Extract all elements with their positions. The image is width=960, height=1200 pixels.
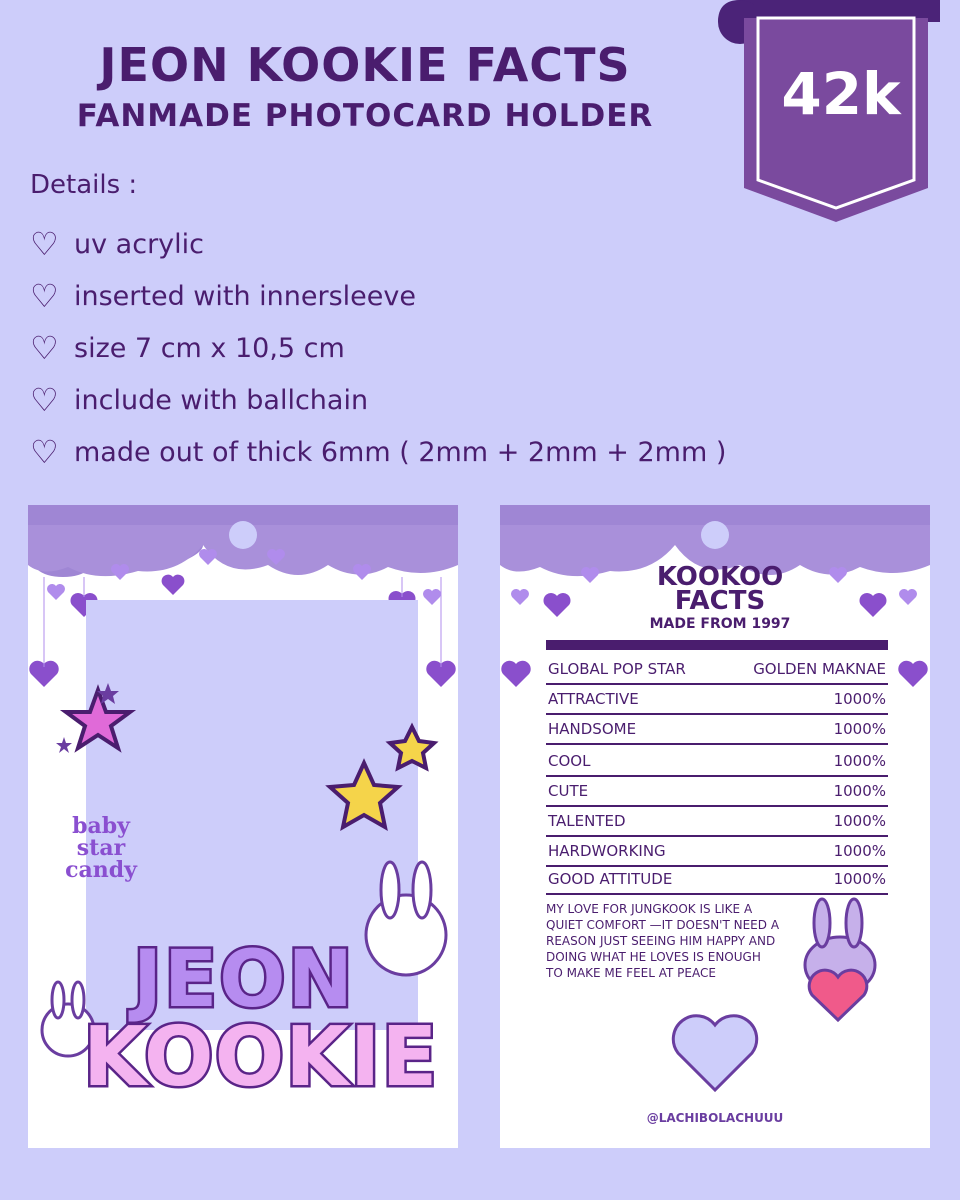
creator-handle: @LACHIBOLACHUUU [646,1111,784,1125]
detail-item: ♡ uv acrylic [30,225,204,263]
page-title: JEON KOOKIE FACTS [99,38,631,92]
photocard-front [28,505,458,1148]
details-list [30,218,726,478]
fact-row: COOL 1000% [546,747,888,777]
details-heading: Details : [30,170,138,200]
detail-item: ♡ inserted with innersleeve [30,277,416,315]
page-subtitle: FANMADE PHOTOCARD HOLDER [76,98,654,134]
heart-outline-icon: ♡ [30,277,59,315]
fact-row: TALENTED 1000% [546,807,888,837]
detail-item: ♡ include with ballchain [30,381,369,419]
fact-row: GLOBAL POP STAR GOLDEN MAKNAE [546,655,888,685]
candy-logo: baby star candy [65,813,137,883]
love-note: MY LOVE FOR JUNGKOOK IS LIKE A QUIET COMFORT —IT DOESN'T NEED A REASON JUST SEEING HIM HAPPY AND DOING WHAT HE LOVES IS ENOUGH TO MAKE ME FEEL AT PEACE [546,902,780,980]
heart-outline-icon: ♡ [30,225,59,263]
heart-outline-icon: ♡ [30,381,59,419]
facts-title: KOOKOO FACTS [656,562,784,616]
heart-outline-icon: ♡ [30,329,59,367]
detail-item: ♡ size 7 cm x 10,5 cm [30,329,345,367]
fact-row: CUTE 1000% [546,777,888,807]
heart-outline-icon: ♡ [30,433,59,471]
fact-row: HARDWORKING 1000% [546,837,888,867]
facts-divider-bar [546,640,888,650]
price-label: 42k [781,60,901,128]
photocard-back [500,505,930,1148]
facts-subtitle: MADE FROM 1997 [649,616,791,632]
name-line-2: KOOKIE [83,1010,439,1105]
fact-row: ATTRACTIVE 1000% [546,685,888,715]
fact-row: GOOD ATTITUDE 1000% [546,865,888,895]
detail-item: ♡ made out of thick 6mm ( 2mm + 2mm + 2mm ) [30,433,727,471]
name-line-1: JEON [133,935,355,1025]
fact-row: HANDSOME 1000% [546,715,888,745]
